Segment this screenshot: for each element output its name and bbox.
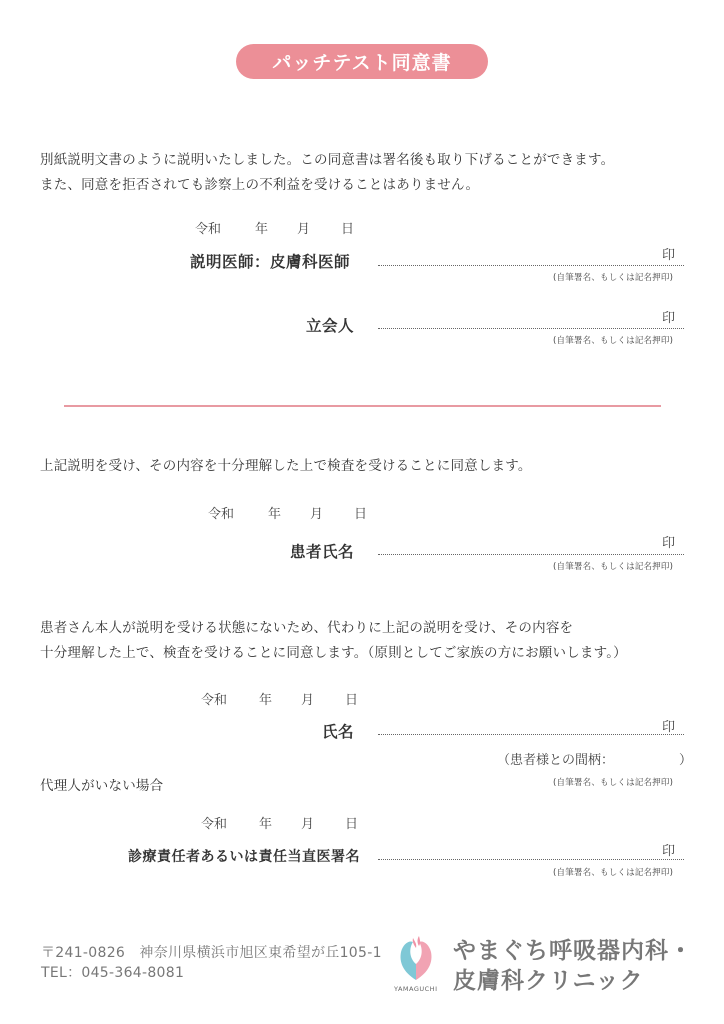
seal-mark: 印 <box>662 844 676 859</box>
date-day: 日 <box>341 222 355 237</box>
clinic-address <box>41 943 382 983</box>
clinic-name <box>453 936 693 996</box>
proxy-signature-line[interactable] <box>378 734 684 735</box>
explanation-line-2: また、同意を拒否されても診察上の不利益を受けることはありません。 <box>40 177 480 193</box>
document-title: パッチテスト同意書 <box>236 44 488 79</box>
date-year: 年 <box>255 222 269 237</box>
date-line-responsible <box>201 813 358 832</box>
explanation-line-1: 別紙説明文書のように説明いたしました。この同意書は署名後も取り下げることができます。 <box>40 152 615 168</box>
signature-note: (自筆署名、もしくは記名押印) <box>553 778 674 788</box>
date-day: 日 <box>354 507 368 522</box>
witness-signature-line[interactable] <box>378 328 684 329</box>
doctor-label: 説明医師：皮膚科医師 <box>190 253 351 271</box>
address-line: 〒241-0826 神奈川県横浜市旭区東希望が丘105-1 <box>41 945 382 961</box>
seal-mark: 印 <box>662 248 676 263</box>
date-line-doctor <box>195 218 354 237</box>
signature-note: (自筆署名、もしくは記名押印) <box>553 868 674 878</box>
date-year: 年 <box>268 507 282 522</box>
date-month: 月 <box>297 222 311 237</box>
doctor-signature-line[interactable] <box>378 265 684 266</box>
date-era: 令和 <box>201 817 228 832</box>
seal-mark: 印 <box>662 720 676 735</box>
clinic-logo-icon <box>393 934 439 984</box>
no-proxy-label: 代理人がいない場合 <box>40 778 164 794</box>
explanation-text <box>40 148 614 198</box>
clinic-name-line-2: 皮膚科クリニック <box>453 968 644 994</box>
clinic-logo <box>393 934 439 994</box>
patient-signature-line[interactable] <box>378 554 684 555</box>
clinic-name-line-1: やまぐち呼吸器内科・ <box>453 938 693 964</box>
seal-mark: 印 <box>662 536 676 551</box>
date-year: 年 <box>259 817 273 832</box>
date-month: 月 <box>301 693 315 708</box>
relation-close: ） <box>679 753 693 768</box>
date-era: 令和 <box>208 507 235 522</box>
responsible-signature-line[interactable] <box>378 859 684 860</box>
section-divider <box>64 405 661 407</box>
signature-note: (自筆署名、もしくは記名押印) <box>553 562 674 572</box>
seal-mark: 印 <box>662 311 676 326</box>
relation-open: （患者様との間柄： <box>497 753 615 768</box>
date-month: 月 <box>301 817 315 832</box>
witness-label: 立会人 <box>306 317 355 335</box>
logo-text: YAMAGUCHI <box>394 985 438 993</box>
date-line-proxy <box>201 689 358 708</box>
proxy-line-1: 患者さん本人が説明を受ける状態にないため、代わりに上記の説明を受け、その内容を <box>40 620 574 636</box>
tel-line: TEL：045-364-8081 <box>41 965 185 981</box>
responsible-doctor-label: 診療責任者あるいは責任当直医署名 <box>128 849 360 865</box>
date-day: 日 <box>345 693 359 708</box>
date-line-patient <box>208 503 367 522</box>
signature-note: (自筆署名、もしくは記名押印) <box>553 336 674 346</box>
date-month: 月 <box>310 507 324 522</box>
proxy-name-label: 氏名 <box>322 723 355 741</box>
date-era: 令和 <box>195 222 222 237</box>
proxy-text <box>40 616 627 666</box>
consent-text: 上記説明を受け、その内容を十分理解した上で検査を受けることに同意します。 <box>40 458 532 474</box>
date-year: 年 <box>259 693 273 708</box>
proxy-line-2: 十分理解した上で、検査を受けることに同意します。（原則としてご家族の方にお願いします。） <box>40 645 627 661</box>
date-day: 日 <box>345 817 359 832</box>
signature-note: (自筆署名、もしくは記名押印) <box>553 273 674 283</box>
date-era: 令和 <box>201 693 228 708</box>
patient-name-label: 患者氏名 <box>290 543 355 561</box>
